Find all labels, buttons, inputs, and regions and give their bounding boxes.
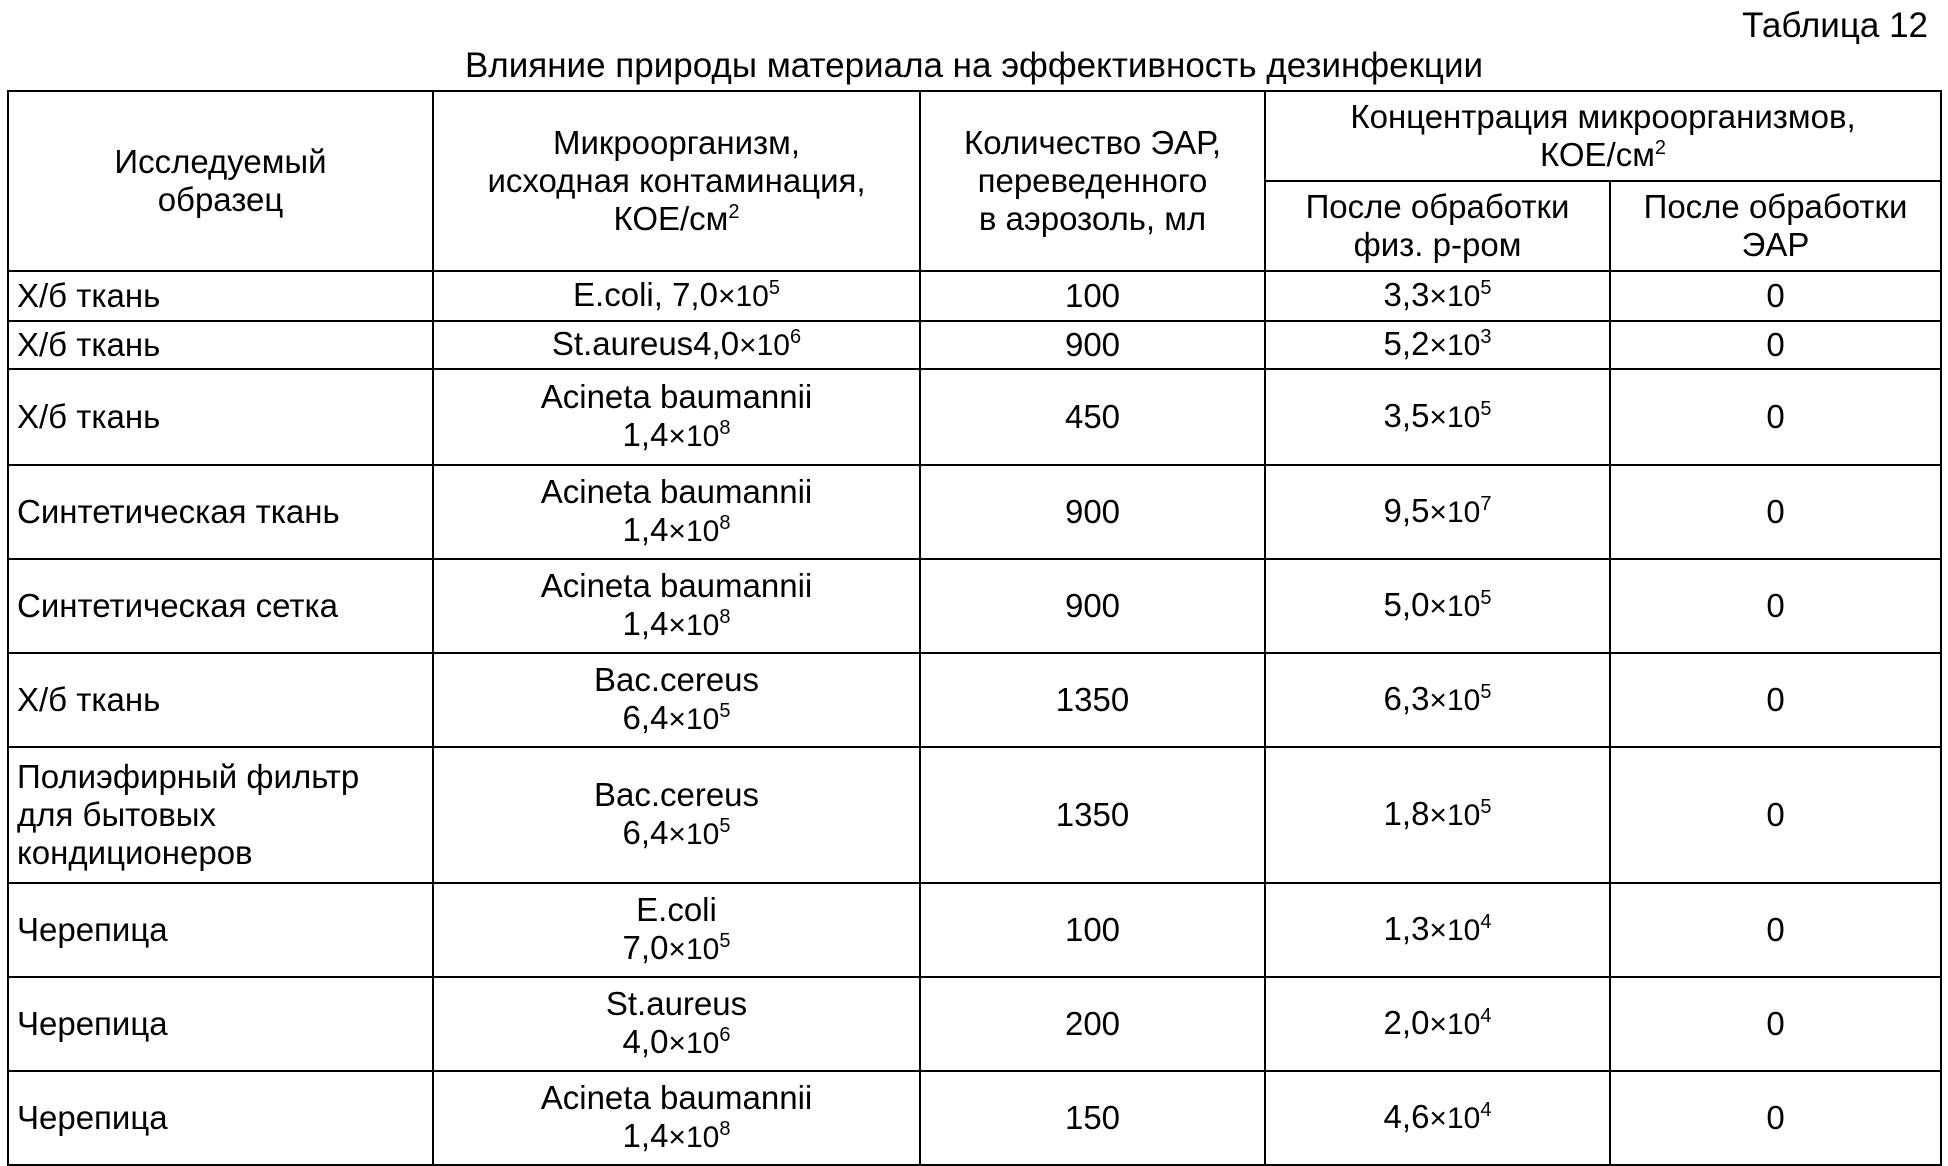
multiply-sign: ×10 [1429, 799, 1481, 832]
cell-after-saline: $5,0\times 10^5$ [1265, 559, 1610, 653]
multiply-sign: ×10 [668, 703, 720, 736]
table-row [8, 1071, 1941, 1165]
cell-after-ear: 0 [1610, 271, 1941, 321]
multiply-sign: ×10 [1429, 401, 1481, 434]
cell-ear-amount: 900 [920, 321, 1265, 369]
cell-sample: Синтетическая сетка [8, 559, 433, 653]
cell-sample: Синтетическая ткань [8, 465, 433, 559]
cell-after-saline: $5,2\times 10^3$ [1265, 321, 1610, 369]
multiply-sign: ×10 [1429, 329, 1481, 362]
cell-after-ear: 0 [1610, 653, 1941, 747]
cell-after-ear: 0 [1610, 369, 1941, 465]
results-table [7, 90, 1942, 1166]
cell-microorganism: E.coli, $7,0\times 10^5$ [433, 271, 920, 321]
cell-after-ear: 0 [1610, 977, 1941, 1071]
header-ear-amount: Количество ЭАР, переведенного в аэрозоль, мл [920, 91, 1265, 271]
cell-ear-amount: 100 [920, 883, 1265, 977]
multiply-sign: ×10 [1429, 914, 1481, 947]
cell-after-ear: 0 [1610, 321, 1941, 369]
cell-ear-amount: 450 [920, 369, 1265, 465]
cell-ear-amount: 900 [920, 465, 1265, 559]
table-row [8, 559, 1941, 653]
cell-after-ear: 0 [1610, 747, 1941, 883]
header-microorganism: Микроорганизм, исходная контаминация, КОЕ/$см^2$ [433, 91, 920, 271]
cell-sample: Полиэфирный фильтр для бытовых кондиционеров [8, 747, 433, 883]
cell-sample: Черепица [8, 1071, 433, 1165]
cell-after-saline: $2,0\times 10^4$ [1265, 977, 1610, 1071]
cell-after-saline: $1,3\times 10^4$ [1265, 883, 1610, 977]
header-after-saline: После обработки физ. р-ром [1265, 181, 1610, 271]
cell-after-saline: $3,5\times 10^5$ [1265, 369, 1610, 465]
table-row [8, 271, 1941, 321]
cell-microorganism: Acineta baumannii $1,4\times 10^8$ [433, 559, 920, 653]
multiply-sign: ×10 [1429, 684, 1481, 717]
cell-microorganism: Bac.cereus $6,4\times 10^5$ [433, 653, 920, 747]
multiply-sign: ×10 [668, 1121, 720, 1154]
table-number-label: Таблица 12 [1742, 6, 1928, 45]
cell-ear-amount: 900 [920, 559, 1265, 653]
cell-sample: Черепица [8, 883, 433, 977]
cell-microorganism: Acineta baumannii $1,4\times 10^8$ [433, 369, 920, 465]
table-row [8, 747, 1941, 883]
multiply-sign: ×10 [668, 933, 720, 966]
cell-after-ear: 0 [1610, 559, 1941, 653]
cell-sample: Х/б ткань [8, 653, 433, 747]
table-row [8, 369, 1941, 465]
multiply-sign: ×10 [668, 609, 720, 642]
table-title: Влияние природы материала на эффективность дезинфекции [464, 46, 1484, 85]
multiply-sign: ×10 [668, 515, 720, 548]
cell-sample: Черепица [8, 977, 433, 1071]
cell-after-saline: $4,6\times 10^4$ [1265, 1071, 1610, 1165]
table-row [8, 653, 1941, 747]
cell-after-saline: $9,5\times 10^7$ [1265, 465, 1610, 559]
multiply-sign: ×10 [1429, 1008, 1481, 1041]
cell-microorganism: Acineta baumannii $1,4\times 10^8$ [433, 1071, 920, 1165]
table-row [8, 465, 1941, 559]
cell-after-saline: $6,3\times 10^5$ [1265, 653, 1610, 747]
cell-microorganism: Bac.cereus $6,4\times 10^5$ [433, 747, 920, 883]
table-row [8, 321, 1941, 369]
cell-after-ear: 0 [1610, 465, 1941, 559]
multiply-sign: ×10 [717, 280, 769, 313]
header-after-ear: После обработки ЭАР [1610, 181, 1941, 271]
multiply-sign: ×10 [668, 420, 720, 453]
cell-ear-amount: 200 [920, 977, 1265, 1071]
multiply-sign: ×10 [668, 818, 720, 851]
multiply-sign: ×10 [1429, 590, 1481, 623]
cell-after-ear: 0 [1610, 1071, 1941, 1165]
header-sample: Исследуемый образец [8, 91, 433, 271]
multiply-sign: ×10 [1429, 1102, 1481, 1135]
cell-after-saline: $1,8\times 10^5$ [1265, 747, 1610, 883]
cell-ear-amount: 1350 [920, 653, 1265, 747]
multiply-sign: ×10 [739, 329, 790, 362]
cell-microorganism: Acineta baumannii $1,4\times 10^8$ [433, 465, 920, 559]
table-body [8, 271, 1941, 1165]
cell-ear-amount: 1350 [920, 747, 1265, 883]
multiply-sign: ×10 [668, 1027, 720, 1060]
cell-ear-amount: 100 [920, 271, 1265, 321]
cell-after-saline: $3,3\times 10^5$ [1265, 271, 1610, 321]
cell-microorganism: $St.aureus4,0\times 10^6$ [433, 321, 920, 369]
cell-ear-amount: 150 [920, 1071, 1265, 1165]
table-row [8, 883, 1941, 977]
multiply-sign: ×10 [1429, 496, 1481, 529]
cell-microorganism: E.coli $7,0\times 10^5$ [433, 883, 920, 977]
header-concentration: Концентрация микроорганизмов, КОЕ/$см^2$ [1265, 91, 1941, 181]
table-row [8, 977, 1941, 1071]
cell-sample: Х/б ткань [8, 271, 433, 321]
cell-sample: Х/б ткань [8, 321, 433, 369]
cell-sample: Х/б ткань [8, 369, 433, 465]
multiply-sign: ×10 [1429, 280, 1481, 313]
cell-after-ear: 0 [1610, 883, 1941, 977]
cell-microorganism: St.aureus $4,0\times 10^6$ [433, 977, 920, 1071]
